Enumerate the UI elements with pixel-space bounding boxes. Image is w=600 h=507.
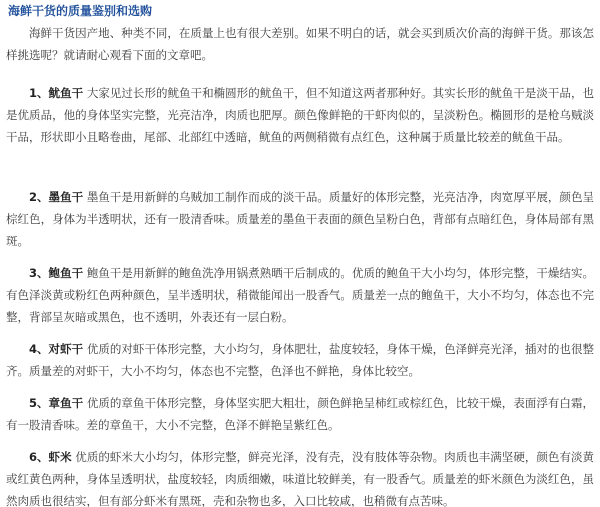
section-text: 大家见过长形的鱿鱼干和椭圆形的鱿鱼干，但不知道这两者那种好。其实长形的鱿鱼干是淡干品，也是优质品，他的身体坚实完整，光亮洁净，肉质也肥厚。颜色像鲜艳的干虾肉似的，呈淡粉色。椭圆形的是枪乌贼淡干品，形状即小且略卷曲，尾部、北部红中透暗，鱿鱼的两侧稍微有点红色，这种属于质量比较差的鱿鱼干品。 — [6, 86, 594, 144]
section-text: 墨鱼干是用新鲜的乌贼加工制作而成的淡干品。质量好的体形完整，光亮洁净，肉宽厚平展，颜色呈棕红色，身体为半透明状，还有一股清香味。质量差的墨鱼干表面的颜色呈粉白色，背部有点暗红色，身体局部有黑斑。 — [6, 190, 594, 248]
section-label: 5、章鱼干 — [29, 396, 84, 410]
section-text: 优质的章鱼干体形完整，身体坚实肥大粗壮，颜色鲜艳呈柿红或棕红色，比较干燥，表面浮有白霜，有一股清香味。差的章鱼干，大小不完整，色泽不鲜艳呈紫红色。 — [6, 396, 594, 432]
section-text: 鲍鱼干是用新鲜的鲍鱼洗净用锅煮熟晒干后制成的。优质的鲍鱼干大小均匀，体形完整，干燥结实。有色泽淡黄或粉红色两种颜色，呈半透明状，稍微能闻出一股香气。质量差一点的鲍鱼干，大小不均匀，体态也不完整，背部呈灰暗或黑色，也不透明，外表还有一层白粉。 — [6, 266, 594, 324]
section-label: 1、鱿鱼干 — [29, 86, 84, 100]
section-label: 2、墨鱼干 — [29, 190, 84, 204]
section-label: 6、虾米 — [29, 450, 72, 464]
section-label: 3、鲍鱼干 — [29, 266, 84, 280]
section-label: 4、对虾干 — [29, 342, 84, 356]
intro-paragraph: 海鲜干货因产地、种类不同，在质量上也有很大差别。如果不明白的话，就会买到质次价高的海鲜干货。那该怎样挑选呢？就请耐心观看下面的文章吧。 — [6, 26, 594, 62]
section-text: 优质的对虾干体形完整，大小均匀，身体肥壮，盐度较轻，身体干燥，色泽鲜亮光泽，插对的也很整齐。质量差的对虾干，大小不均匀，体态也不完整，色泽也不鲜艳，身体比较空。 — [6, 342, 594, 378]
section-dried-shrimp — [6, 446, 594, 507]
section-octopus — [6, 392, 594, 436]
section-prawn — [6, 338, 594, 382]
section-abalone — [6, 262, 594, 328]
section-cuttlefish — [6, 186, 594, 252]
section-text: 优质的虾米大小均匀，体形完整，鲜亮光泽，没有壳，没有肢体等杂物。肉质也丰满坚硬，颜色有淡黄或红黄色两种，身体呈透明状，盐度较轻，肉质细嫩，味道比较鲜美，有一股香气。质量差的虾米颜色为淡红色，虽然肉质也很结实，但有部分虾米有黑斑，壳和杂物也多，入口比较咸，也稍微有点苦味。 — [6, 450, 594, 507]
section-squid — [6, 82, 594, 148]
article-title: 海鲜干货的质量鉴别和选购 — [8, 4, 153, 18]
